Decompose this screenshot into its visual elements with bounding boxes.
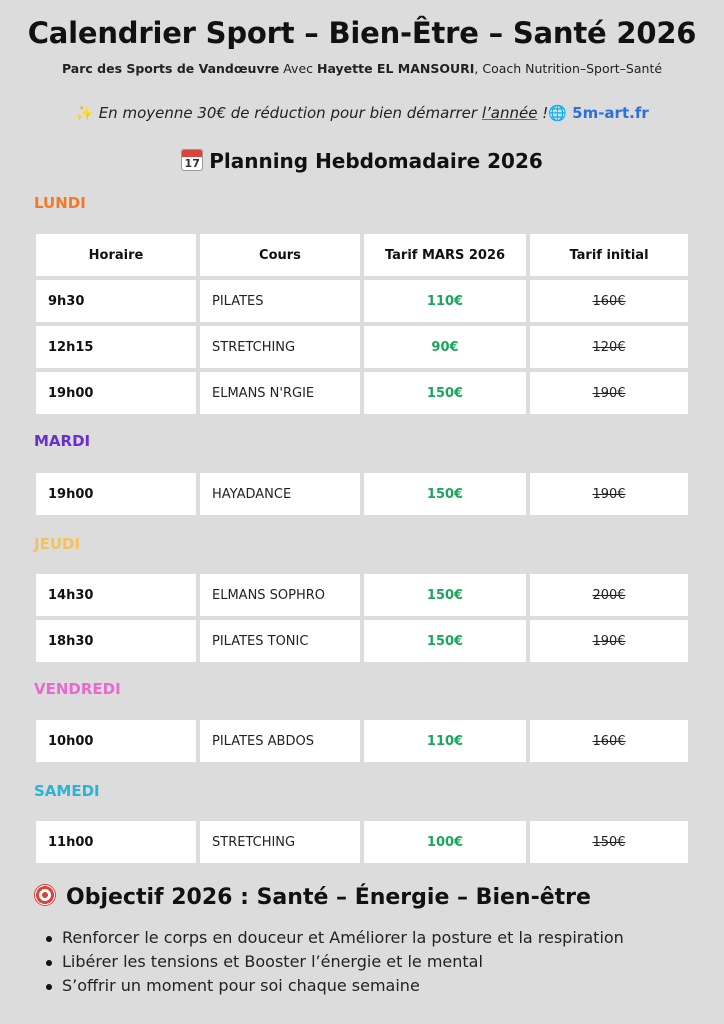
day-label-vendredi: VENDREDI — [34, 680, 121, 698]
cell-original-price: 190€ — [528, 618, 690, 664]
day-label-samedi: SAMEDI — [34, 782, 100, 800]
cell-price: 150€ — [362, 370, 528, 416]
table-row — [34, 278, 690, 324]
cell-price: 150€ — [362, 572, 528, 618]
sparkle-icon: ✨ — [75, 104, 94, 122]
table-row — [34, 819, 690, 865]
cell-original-price: 190€ — [528, 370, 690, 416]
subtitle-place: Parc des Sports de Vandœuvre — [61, 61, 280, 76]
planning-title: Planning Hebdomadaire 2026 — [209, 149, 543, 173]
promo-underlined: l’année — [481, 104, 538, 122]
cell-time: 14h30 — [34, 572, 198, 618]
cell-original-price: 200€ — [528, 572, 690, 618]
cell-course: ELMANS N'RGIE — [198, 370, 362, 416]
cell-original-price: 150€ — [528, 819, 690, 865]
cell-price: 150€ — [362, 471, 528, 517]
subtitle-with: Avec — [279, 61, 317, 76]
cell-price: 110€ — [362, 278, 528, 324]
subtitle-role: , Coach Nutrition–Sport–Santé — [474, 61, 663, 76]
website-link[interactable]: 5m-art.fr — [566, 104, 649, 122]
cell-course: PILATES ABDOS — [198, 718, 362, 764]
objective-list — [44, 926, 624, 998]
page-title: Calendrier Sport – Bien-Être – Santé 2026 — [27, 16, 697, 50]
promo-tail: ! — [537, 104, 549, 122]
subtitle — [0, 61, 724, 76]
target-icon — [34, 884, 56, 906]
cell-time: 19h00 — [34, 471, 198, 517]
calendar-icon: 17 — [181, 149, 203, 171]
cell-time: 18h30 — [34, 618, 198, 664]
table-row — [34, 618, 690, 664]
cell-price: 100€ — [362, 819, 528, 865]
table-row — [34, 370, 690, 416]
cell-original-price: 160€ — [528, 718, 690, 764]
table-row — [34, 718, 690, 764]
globe-icon: 🌐 — [548, 104, 567, 122]
list-item: Libérer les tensions et Booster l’énergie et le mental — [44, 950, 624, 974]
promo-line — [0, 104, 724, 122]
schedule-table-samedi — [34, 819, 690, 865]
schedule-table-mardi — [34, 471, 690, 517]
cell-course: PILATES — [198, 278, 362, 324]
objective-heading — [34, 884, 591, 910]
cell-time: 19h00 — [34, 370, 198, 416]
day-label-jeudi: JEUDI — [34, 535, 81, 553]
cell-time: 10h00 — [34, 718, 198, 764]
subtitle-coach: Hayette EL MANSOURI — [316, 61, 475, 76]
table-row — [34, 572, 690, 618]
schedule-table-vendredi — [34, 718, 690, 764]
cell-price: 90€ — [362, 324, 528, 370]
schedule-table-lundi — [34, 232, 690, 416]
table-row — [34, 471, 690, 517]
list-item: S’offrir un moment pour soi chaque semaine — [44, 974, 624, 998]
cell-original-price: 160€ — [528, 278, 690, 324]
cell-time: 9h30 — [34, 278, 198, 324]
promo-text: En moyenne 30€ de réduction pour bien démarrer — [93, 104, 482, 122]
table-row — [34, 324, 690, 370]
schedule-table-jeudi — [34, 572, 690, 664]
cell-original-price: 190€ — [528, 471, 690, 517]
cell-time: 12h15 — [34, 324, 198, 370]
day-label-mardi: MARDI — [34, 432, 91, 450]
header-tarif-mars: Tarif MARS 2026 — [362, 232, 528, 278]
header-horaire: Horaire — [34, 232, 198, 278]
table-header-row — [34, 232, 690, 278]
cell-course: STRETCHING — [198, 324, 362, 370]
cell-course: HAYADANCE — [198, 471, 362, 517]
planning-heading — [0, 149, 724, 173]
objective-title: Objectif 2026 : Santé – Énergie – Bien-être — [66, 885, 591, 910]
header-cours: Cours — [198, 232, 362, 278]
day-label-lundi: LUNDI — [34, 194, 86, 212]
cell-course: STRETCHING — [198, 819, 362, 865]
cell-original-price: 120€ — [528, 324, 690, 370]
list-item: Renforcer le corps en douceur et Améliorer la posture et la respiration — [44, 926, 624, 950]
cell-price: 150€ — [362, 618, 528, 664]
cell-time: 11h00 — [34, 819, 198, 865]
header-tarif-initial: Tarif initial — [528, 232, 690, 278]
cell-price: 110€ — [362, 718, 528, 764]
cell-course: PILATES TONIC — [198, 618, 362, 664]
cell-course: ELMANS SOPHRO — [198, 572, 362, 618]
